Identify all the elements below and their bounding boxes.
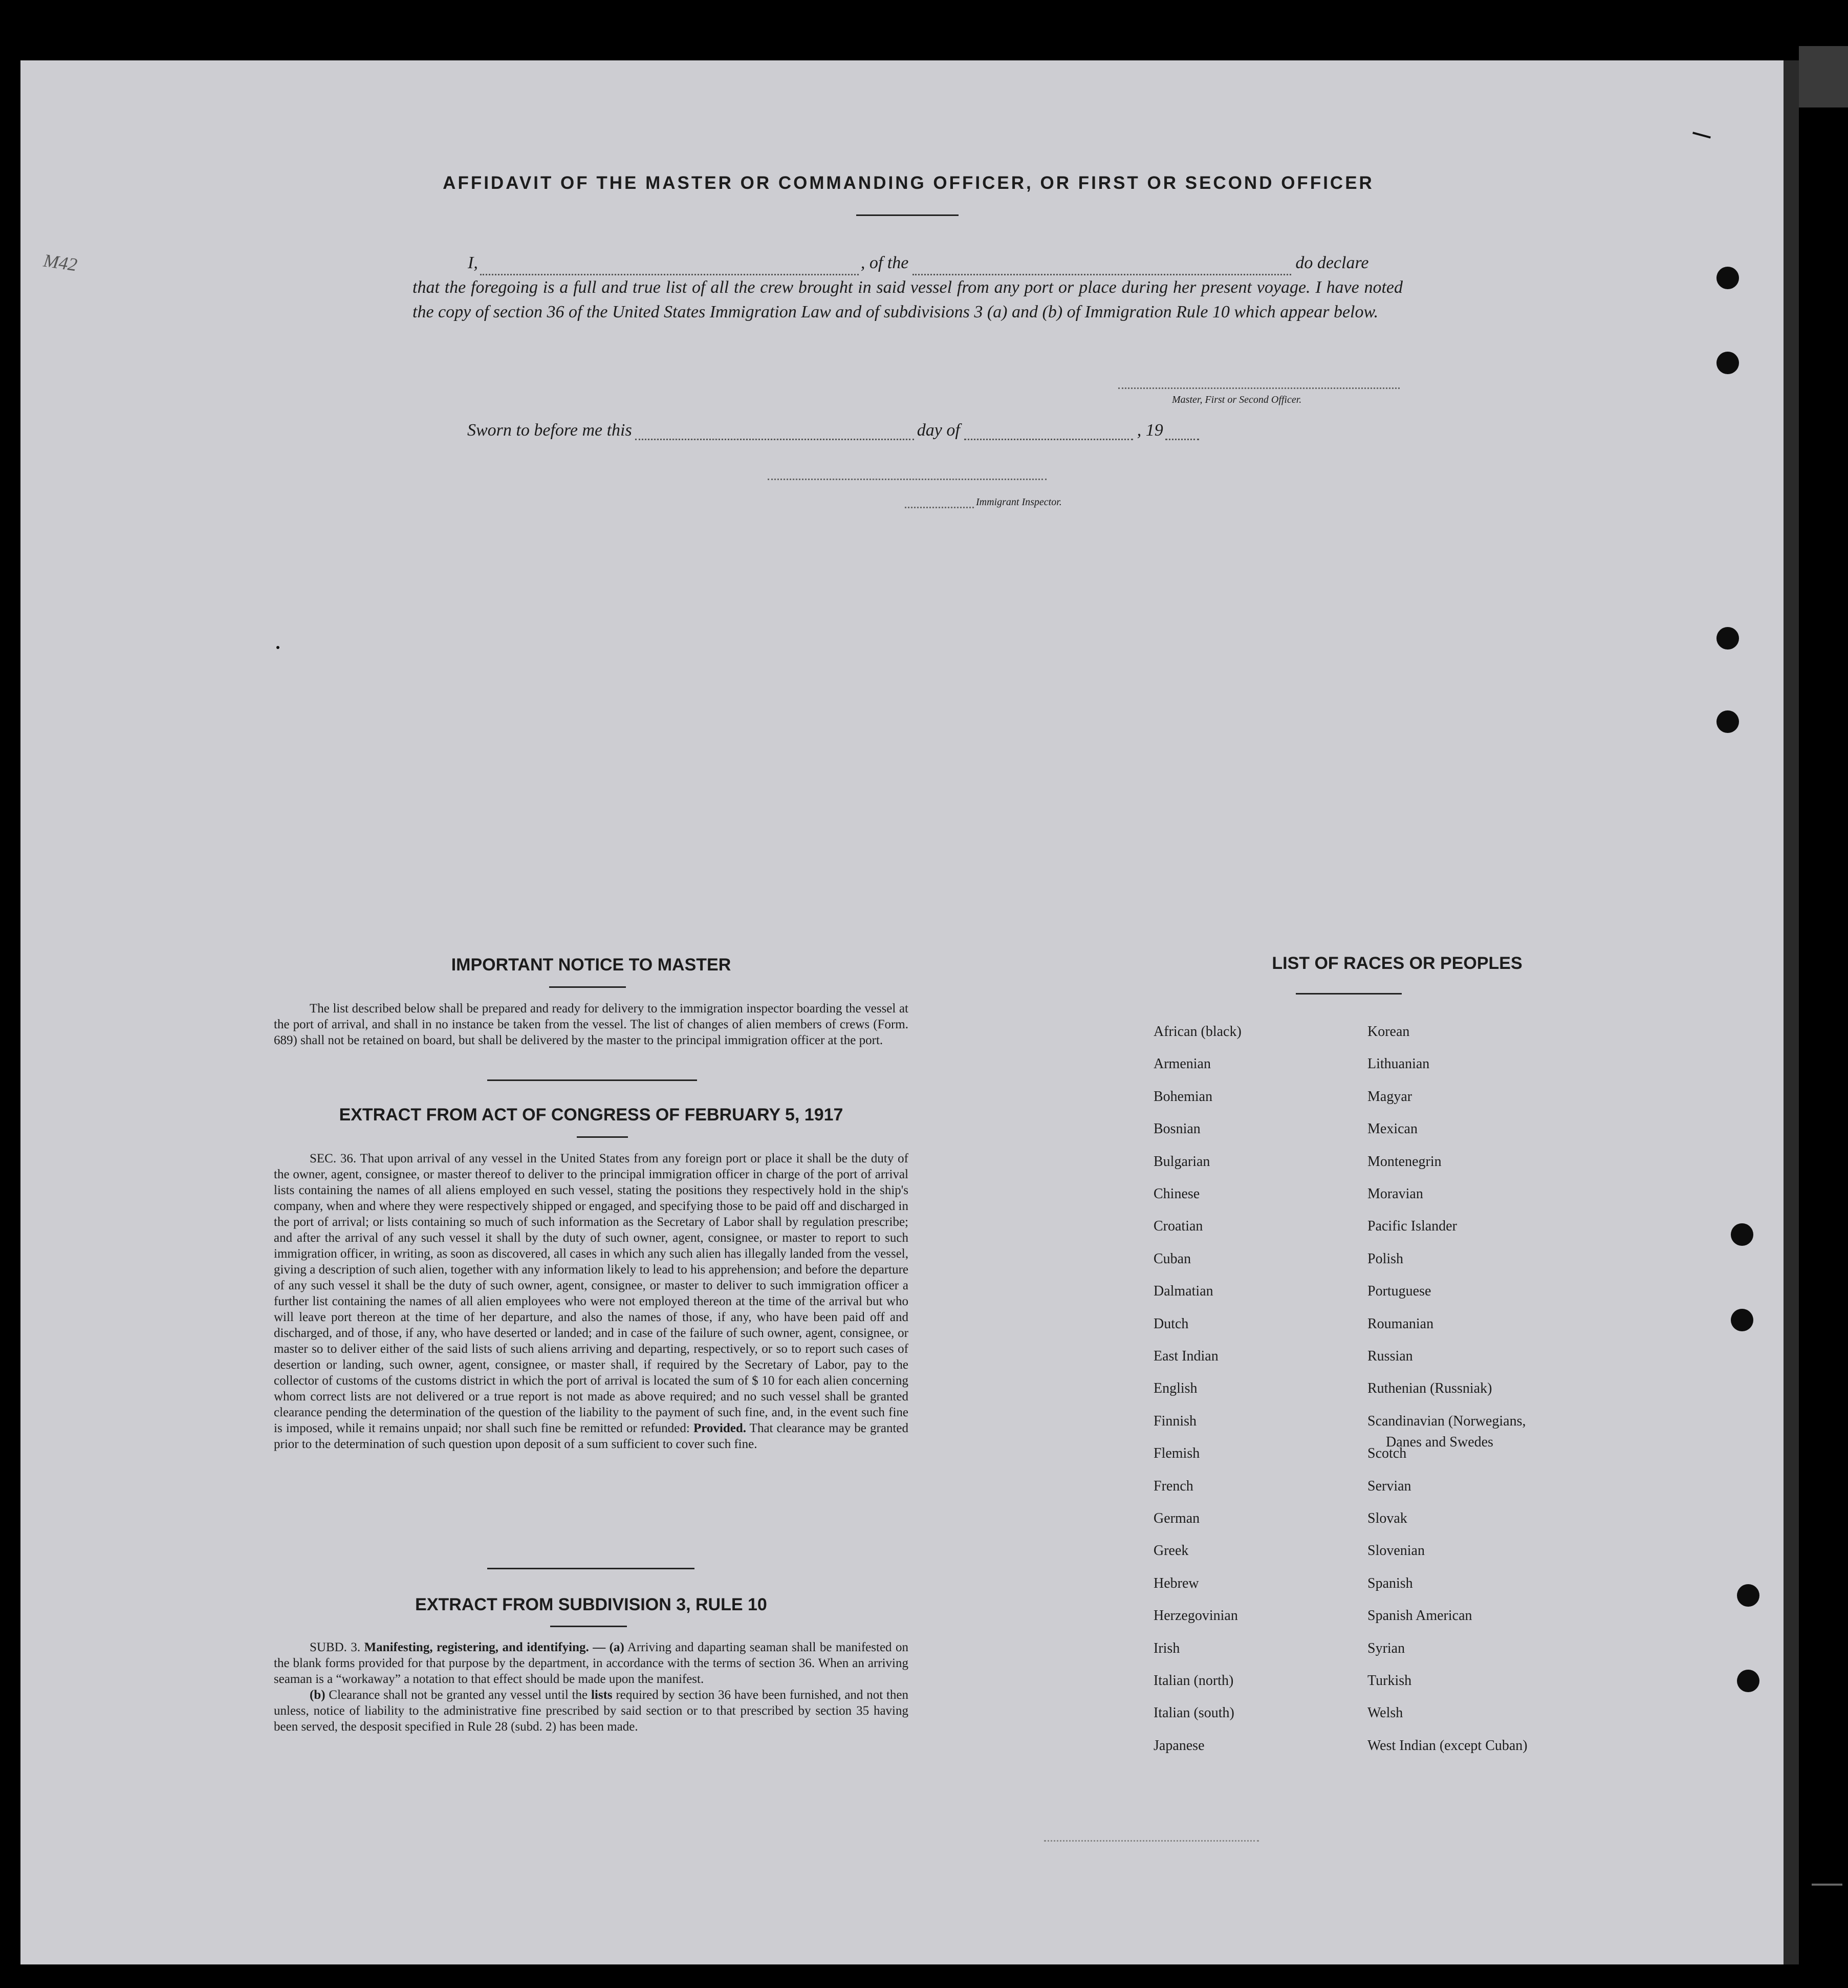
master-signature-line xyxy=(1118,387,1400,389)
race-item: Hebrew xyxy=(1154,1575,1199,1591)
bottom-mark xyxy=(1044,1840,1259,1842)
race-item: Roumanian xyxy=(1367,1316,1434,1332)
affidavit-line-1 xyxy=(412,251,1403,275)
race-item: Croatian xyxy=(1154,1218,1203,1234)
master-label: Master, First or Second Officer. xyxy=(1172,394,1302,405)
race-item: Lithuanian xyxy=(1367,1056,1430,1072)
affidavit-body xyxy=(412,251,1403,325)
subd-a-label: (a) xyxy=(609,1640,624,1654)
section-separator xyxy=(487,1079,697,1081)
extract-rule-text xyxy=(274,1639,908,1735)
race-item: Portuguese xyxy=(1367,1283,1431,1299)
section-separator xyxy=(487,1568,694,1569)
subd-prefix: SUBD. 3. xyxy=(310,1640,361,1654)
race-item: Scandinavian (Norwegians, xyxy=(1367,1413,1526,1429)
subd-b-lists: lists xyxy=(591,1688,613,1702)
subd-dash: — xyxy=(593,1640,606,1654)
race-item-continuation: Danes and Swedes xyxy=(1386,1434,1493,1450)
race-item: Chinese xyxy=(1154,1186,1200,1202)
inspector-signature-line xyxy=(768,479,1047,480)
punch-hole xyxy=(1737,1584,1759,1607)
race-item: Bosnian xyxy=(1154,1121,1201,1137)
race-item: Spanish xyxy=(1367,1575,1413,1591)
race-item: Ruthenian (Russniak) xyxy=(1367,1380,1492,1396)
subd-b-text1: Clearance shall not be granted any vessel until the xyxy=(329,1688,588,1702)
races-underline xyxy=(1296,993,1402,995)
race-item: East Indian xyxy=(1154,1348,1219,1364)
race-item: Syrian xyxy=(1367,1640,1405,1656)
race-item: Bulgarian xyxy=(1154,1154,1210,1170)
subd-b-text2: required by section 36 have been furnished, and not then unless, notice of liability to the administrative fine prescribed by said section or to that prescribed by section 35 having been served, the desposit specified in Rule 28 (subd. 2) has been made. xyxy=(274,1688,909,1734)
race-item: Armenian xyxy=(1154,1056,1211,1072)
punch-hole xyxy=(1716,267,1739,289)
race-item: German xyxy=(1154,1510,1200,1526)
affidavit-title: AFFIDAVIT OF THE MASTER OR COMMANDING OFFICER, OR FIRST OR SECOND OFFICER xyxy=(443,173,1374,193)
provided-label: Provided. xyxy=(693,1421,746,1435)
inspector-label: Immigrant Inspector. xyxy=(976,496,1062,508)
race-item: West Indian (except Cuban) xyxy=(1367,1738,1528,1754)
race-item: Moravian xyxy=(1367,1186,1423,1202)
race-item: Welsh xyxy=(1367,1705,1403,1721)
punch-hole xyxy=(1716,627,1739,650)
extract-act-title: EXTRACT FROM ACT OF CONGRESS OF FEBRUARY 5, 1917 xyxy=(339,1105,843,1125)
race-item: Italian (north) xyxy=(1154,1673,1234,1689)
affidavit-do-declare: do declare xyxy=(1295,253,1369,272)
race-item: Cuban xyxy=(1154,1251,1191,1267)
race-item: Herzegovinian xyxy=(1154,1608,1238,1624)
affidavit-text: that the foregoing is a full and true list of all the crew brought in said vessel from any port or place during her present voyage. I have noted the copy of section 36 of the United States Immigration Law and of subdivisions 3 (a) and (b) of Immigration Rule 10 which appear below. xyxy=(412,278,1403,321)
subd-b-label: (b) xyxy=(310,1688,325,1702)
race-item: French xyxy=(1154,1478,1193,1494)
margin-note: M42 xyxy=(42,250,79,275)
race-item: Mexican xyxy=(1367,1121,1418,1137)
race-item: Slovak xyxy=(1367,1510,1407,1526)
extract-act-body: SEC. 36. That upon arrival of any vessel in the United States from any foreign port or place it shall be the duty of the owner, agent, consignee, or master thereof to deliver to the principal immigration officer in charge of the port of arrival lists containing the names of all aliens employed en such vessel, stating the positions they respectively hold in the ship's company, when and where they were respectively shipped or engaged, and specifying those to be paid off and discharged in the port of arrival; or lists containing so much of such information as the Secretary of Labor shall by regulation prescribe; and after the arrival of any such vessel it shall by the duty of such owner, agent, consignee, or master to report to such immigration officer, in writing, as soon as discovered, all cases in which any such alien has illegally landed from the vessel, giving a description of such alien, together with any information likely to lead to his apprehension; and before the departure of any such vessel it shall be the duty of such owner, agent, consignee, or master to deliver to such immigration officer a further list containing the names of all alien employees who were not employed thereon at the time of the arrival but who will leave port thereon at the time of her departure, and also the names of those, if any, who have been paid off and discharged, and of those, if any, who have deserted or landed; and in case of the failure of such owner, agent, consignee, or master so to deliver either of the said lists of such aliens arriving and departing, respectively, or so to report such cases of desertion or landing, such owner, agent, consignee, or master shall, if required by the Secretary of Labor, pay to the collector of customs of the customs district in which the port of arrival is located the sum of $ 10 for each alien concerning whom correct lists are not delivered or a true report is not made as above required; and no such vessel shall be granted clearance pending the determination of the question of the liability to the payment of such fine, and, in the event such fine is imposed, while it remains unpaid; nor shall such fine be remitted or refunded: xyxy=(274,1152,908,1435)
race-item: Montenegrin xyxy=(1367,1154,1442,1170)
sworn-month-blank xyxy=(964,439,1133,440)
race-item: Flemish xyxy=(1154,1445,1200,1461)
sworn-year: , 19 xyxy=(1137,421,1163,440)
subd-a xyxy=(274,1639,908,1687)
subd-heading: Manifesting, registering, and identifying. xyxy=(364,1640,589,1654)
extract-act-underline xyxy=(577,1136,628,1138)
race-item: Japanese xyxy=(1154,1738,1205,1754)
stray-mark xyxy=(276,646,279,649)
race-item: Magyar xyxy=(1367,1089,1412,1105)
extract-rule-title: EXTRACT FROM SUBDIVISION 3, RULE 10 xyxy=(415,1595,767,1614)
punch-hole xyxy=(1731,1223,1753,1246)
notice-text: The list described below shall be prepared and ready for delivery to the immigration inspector boarding the vessel at the port of arrival, and shall in no instance be taken from the vessel. The list of changes of alien members of crews (Form. 689) shall not be retained on board, but shall be delivered by the master to the principal immigration officer at the port. xyxy=(274,1002,908,1047)
stray-mark xyxy=(1812,1884,1842,1886)
race-item: Spanish American xyxy=(1367,1608,1472,1624)
sworn-prefix: Sworn to before me this xyxy=(467,421,632,440)
inspector-label-lead xyxy=(905,507,974,508)
sworn-day-blank xyxy=(635,439,914,440)
race-item: Dutch xyxy=(1154,1316,1189,1332)
race-item: African (black) xyxy=(1154,1024,1242,1040)
punch-hole xyxy=(1716,352,1739,374)
race-item: Pacific Islander xyxy=(1367,1218,1457,1234)
race-item: Bohemian xyxy=(1154,1089,1213,1105)
notice-underline xyxy=(549,986,626,988)
title-underline xyxy=(856,214,959,216)
race-item: Servian xyxy=(1367,1478,1411,1494)
subd-b xyxy=(274,1687,908,1735)
race-item: Scotch xyxy=(1367,1445,1407,1461)
sworn-day-of: day of xyxy=(917,421,960,440)
affidavit-of-the: , of the xyxy=(860,253,909,272)
race-item: Korean xyxy=(1367,1024,1410,1040)
sworn-year-blank xyxy=(1165,439,1199,440)
punch-hole xyxy=(1737,1670,1759,1692)
extract-act-body-end: That clearance may be granted prior to the determination of such question upon deposit of a sum sufficient to cover such fine. xyxy=(274,1421,909,1451)
race-item: English xyxy=(1154,1380,1198,1396)
affidavit-i: I, xyxy=(468,253,478,272)
race-item: Dalmatian xyxy=(1154,1283,1213,1299)
punch-hole xyxy=(1731,1309,1753,1331)
race-item: Greek xyxy=(1154,1543,1189,1559)
extract-act-text xyxy=(274,1151,908,1452)
subd-a-text: Arriving and daparting seaman shall be manifested on the blank forms provided for that purpose by the department, in accordance with the terms of section 36. When an arriving seaman is a “workaway” a notation to that effect should be made upon the manifest. xyxy=(274,1640,908,1686)
page-corner-shadow xyxy=(1799,46,1848,107)
sworn-line xyxy=(467,421,1199,440)
page-edge-shadow xyxy=(1784,60,1799,1964)
races-title: LIST OF RACES OR PEOPLES xyxy=(1272,954,1523,973)
race-item: Polish xyxy=(1367,1251,1404,1267)
race-item: Turkish xyxy=(1367,1673,1412,1689)
notice-title: IMPORTANT NOTICE TO MASTER xyxy=(451,955,731,975)
race-item: Irish xyxy=(1154,1640,1180,1656)
race-item: Slovenian xyxy=(1367,1543,1425,1559)
race-item: Finnish xyxy=(1154,1413,1197,1429)
punch-hole xyxy=(1716,710,1739,733)
race-item: Russian xyxy=(1367,1348,1413,1364)
race-item: Italian (south) xyxy=(1154,1705,1234,1721)
extract-rule-underline xyxy=(550,1626,627,1627)
